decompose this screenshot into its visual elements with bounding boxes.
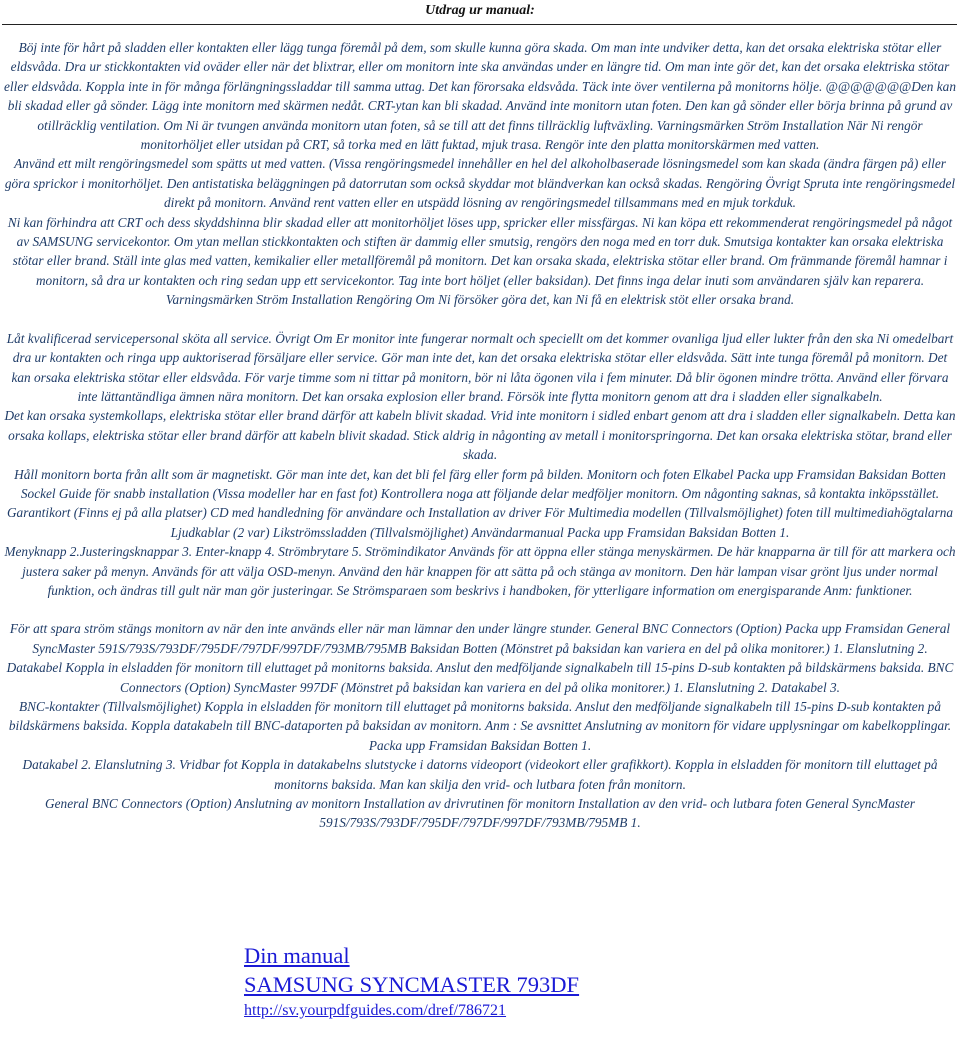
header-divider [2, 24, 957, 25]
product-link[interactable]: SAMSUNG SYNCMASTER 793DF [244, 972, 580, 997]
paragraph: Datakabel 2. Elanslutning 3. Vridbar fot Koppla in datakabelns slutstycke i datorns videoport (videokort eller grafikkort). Koppla in elsladden för monitorn till eluttaget på monitorns baksida. Man kan skilja den vrid- och lutbara foten från monitorn. [22, 757, 938, 792]
paragraph: General BNC Connectors (Option) Anslutning av monitorn Installation av drivrutinen för monitorn Installation av den vrid- och lutbara foten General SyncMaster 591S/793S/793DF/795DF/797DF/997DF/793MB/795MB 1. [45, 796, 915, 831]
paragraph: Böj inte för hårt på sladden eller kontakten eller lägg tunga föremål på dem, som skulle kunna göra skada. Om man inte undviker detta, kan det orsaka elektriska stötar eller eldsvåda. Dra ur stickkontakten vid oväder eller när det blixtrar, eller om monitorn inte ska användas under en längre tid. Om man inte gör det, kan det orsaka elektriska stötar eller eldsvåda. Koppla inte in för många förlängningssladdar till samma uttag. Det kan förorsaka eldsvåda. Täck inte över ventilerna på monitorns hölje. @@@@@@@Den kan bli skadad eller gå sönder. Lägg inte monitorn med skärmen nedåt. CRT-ytan kan bli skadad. Använd inte monitorn utan foten. Den kan gå sönder eller börja brinna på grund av otillräcklig ventilation. Om Ni är tvungen använda monitorn utan foten, så se till att det finns tillräcklig luftväxling. Varningsmärken Ström Installation När Ni rengör monitorhöljet eller utsidan på CRT, så torka med en lätt fuktad, mjuk trasa. Rengör inte den platta monitorskärmen med vatten. [4, 40, 956, 153]
paragraph: Använd ett milt rengöringsmedel som spätts ut med vatten. (Vissa rengöringsmedel innehåller en hel del alkoholbaserade lösningsmedel som kan skada (ändra färgen på) eller göra sprickor i monitorhöljet. Den antistatiska beläggningen på datorrutan som också skyddar mot bländverkan kan också skadas. Rengöring Övrigt Spruta inte rengöringsmedel direkt på monitorn. Använd rent vatten eller en utspädd lösning av rengöringsmedel tillsammans med en mjuk torkduk. [4, 156, 956, 211]
paragraph: För att spara ström stängs monitorn av när den inte används eller när man lämnar den under längre stunder. General BNC Connectors (Option) Packa upp Framsidan General SyncMaster 591S/793S/793DF/795DF/797DF/997DF/793MB/795MB Baksidan Botten (Mönstret på baksidan kan variera en del på olika monitorer.) 1. Elanslutning 2. Datakabel Koppla in elsladden för monitorn till eluttaget på monitorns baksida. Anslut den medföljande signalkabeln till 15-pins D-sub kontakten på bildskärmens baksida. BNC Connectors (Option) SyncMaster 997DF (Mönstret på baksidan kan variera en del på olika monitorer.) 1. Elanslutning 2. Datakabel 3. [6, 621, 954, 695]
paragraph: Menyknapp 2.Justeringsknappar 3. Enter-knapp 4. Strömbrytare 5. Strömindikator Används för att öppna eller stänga menyskärmen. De här knapparna är till för att markera och justera saker på menyn. Används för att välja OSD-menyn. Använd den här knappen för att sätta på och stänga av monitorn. Den här lampan visar grönt ljus under normal funktion, och ändras till gult när man gör justeringar. Se Strömsparaen som beskrivs i handboken, för ytterligare information om energisparande Anm: funktioner. [4, 544, 956, 598]
manual-excerpt [4, 38, 956, 833]
paragraph: Det kan orsaka systemkollaps, elektriska stötar eller brand därför att kabeln blivit skadad. Vrid inte monitorn i sidled enbart genom att dra i sladden eller signalkabeln. Detta kan orsaka kollaps, elektriska stötar eller brand därför att kabeln blivit skadad. Stick aldrig in någonting av metall i monitorspringorna. Det kan orsaka elektriska stötar, brand eller skada. [4, 408, 956, 463]
paragraph: Håll monitorn borta från allt som är magnetiskt. Gör man inte det, kan det bli fel färg eller form på bilden. Monitorn och foten Elkabel Packa upp Framsidan Baksidan Botten Sockel Guide för snabb installation (Vissa modeller har en fast fot) Kontrollera noga att följande delar medföljer monitorn. Om någonting saknas, så kontakta inköpsstället. Garantikort (Finns ej på alla platser) CD med handledning för användare och Installation av driver För Multimedia modellen (Tillvalsmöjlighet) foten till multimediahögtalarna Ljudkablar (2 var) Likströmssladden (Tillvalsmöjlighet) Användarmanual Packa upp Framsidan Baksidan Botten 1. [6, 466, 954, 540]
paragraph: Låt kvalificerad servicepersonal sköta all service. Övrigt Om Er monitor inte fungerar normalt och speciellt om det kommer ovanliga ljud eller lukter från den ska Ni omedelbart dra ur kontakten och ringa upp auktoriserad försäljare eller service. Gör man inte det, kan det orsaka elektriska stötar eller eldsvåda. Sätt inte tunga föremål på monitorn. Det kan orsaka elektriska stötar eller eldsvåda. För varje timme som ni tittar på monitorn, bör ni låta ögonen vila i fem minuter. Då blir ögonen mindre trötta. Använd eller förvara inte lättantändliga ämnen nära monitorn. Det kan orsaka explosion eller brand. Försök inte flytta monitorn genom att dra i sladden eller signalkabeln. [6, 330, 954, 404]
page-title: Utdrag ur manual: [425, 3, 535, 18]
paragraph: BNC-kontakter (Tillvalsmöjlighet) Koppla in elsladden för monitorn till eluttaget på monitorns baksida. Anslut den medföljande signalkabeln till 15-pins D-sub kontakten på bildskärmens baksida. Koppla datakabeln till BNC-dataporten på baksidan av monitorn. Anm : Se avsnittet Anslutning av monitorn för vidare upplysningar om kabelkopplingar. Packa upp Framsidan Baksidan Botten 1. [8, 699, 952, 753]
manual-links [244, 941, 944, 1022]
url-link[interactable]: http://sv.yourpdfguides.com/dref/786721 [244, 1002, 507, 1019]
din-manual-link[interactable]: Din manual [244, 943, 350, 968]
paragraph: Ni kan förhindra att CRT och dess skyddshinna blir skadad eller att monitorhöljet löses upp, spricker eller missfärgas. Ni kan köpa ett rekommenderat rengöringsmedel på något av SAMSUNG servicekontor. Om ytan mellan stickkontakten och stiften är dammig eller smutsig, rengörs den noga med en torr duk. Smutsiga kontakter kan orsaka elektriska stötar eller brand. Ställ inte glas med vatten, kemikalier eller metallföremål på monitorn. Det kan orsaka skada, elektriska stötar eller brand. Om främmande föremål hamnar i monitorn, så dra ur kontakten och ring sedan upp ett servicekontor. Tag inte bort höljet (eller baksidan). Det finns inga delar inuti som användaren själv kan reparera. Varningsmärken Ström Installation Rengöring Om Ni försöker göra det, kan Ni få en elektrisk stöt eller orsaka brand. [7, 214, 953, 308]
